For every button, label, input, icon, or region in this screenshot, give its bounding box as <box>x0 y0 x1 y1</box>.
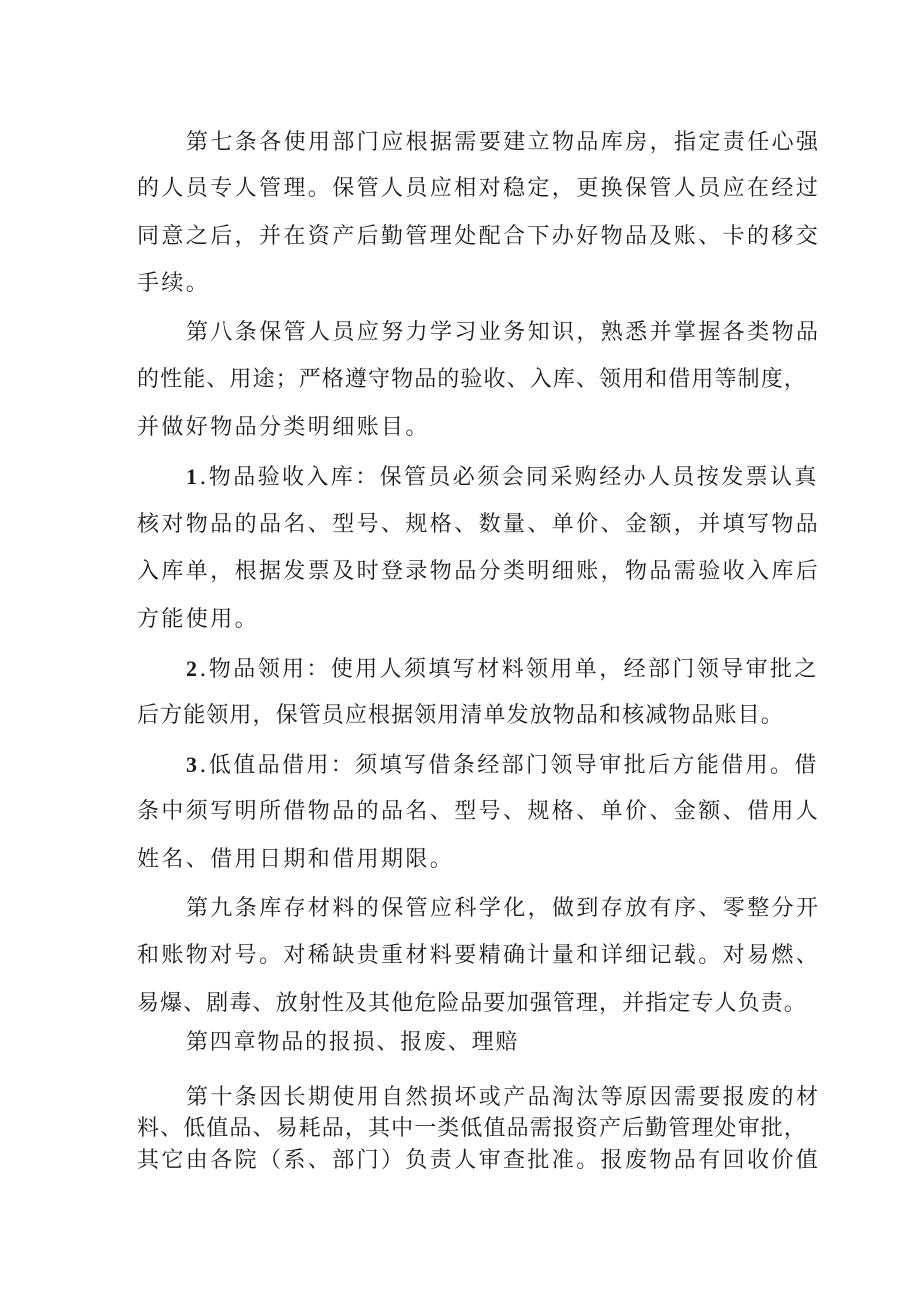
article8-line-3: 并做好物品分类明细账目。 <box>137 415 430 440</box>
item2-line-2: 后方能领用，保管员应根据领用清单发放物品和核减物品账目。 <box>137 703 784 728</box>
article7-line-2: 的人员专人管理。保管人员应相对稳定，更换保管人员应在经过 <box>137 176 821 201</box>
item1-number: 1 <box>186 464 200 489</box>
item3-number: 3 <box>186 752 200 777</box>
item2-text: .物品领用：使用人须填写材料领用单，经部门领导审批之 <box>199 657 819 682</box>
article7-line-3: 同意之后，并在资产后勤管理处配合下办好物品及账、卡的移交 <box>137 224 821 249</box>
item2-number: 2 <box>186 656 200 681</box>
article9-line-3: 易爆、剧毒、放射性及其他危险品要加强管理，并指定专人负责。 <box>137 991 807 1016</box>
article10-line-2: 料、低值品、易耗品，其中一类低值品需报资产后勤管理处审批， <box>137 1116 807 1141</box>
item3-text: .低值品借用：须填写借条经部门领导审批后方能借用。借 <box>199 753 819 778</box>
article9-line-1: 第九条库存材料的保管应科学化，做到存放有序、零整分开 <box>186 896 821 921</box>
item3-line-3: 姓名、借用日期和借用期限。 <box>137 847 455 872</box>
item3-line-1 <box>186 750 819 781</box>
item2-line-1 <box>186 654 819 685</box>
article9-line-2: 和账物对号。对稀缺贵重材料要精确计量和详细记载。对易燃、 <box>137 943 821 968</box>
article10-line-1: 第十条因长期使用自然损坏或产品淘汰等原因需要报废的材 <box>186 1085 821 1110</box>
article8-line-2: 的性能、用途；严格遵守物品的验收、入库、领用和借用等制度， <box>137 367 807 392</box>
article10-line-3: 其它由各院（系、部门）负责人审查批准。报废物品有回收价值 <box>137 1148 821 1173</box>
item1-line-2: 核对物品的品名、型号、规格、数量、单价、金额，并填写物品 <box>137 512 821 537</box>
item1-line-4: 方能使用。 <box>137 607 260 632</box>
article8-line-1: 第八条保管人员应努力学习业务知识，熟悉并掌握各类物品 <box>186 320 821 345</box>
article7-line-1: 第七条各使用部门应根据需要建立物品库房，指定责任心强 <box>186 130 821 155</box>
article7-line-4: 手续。 <box>137 271 211 296</box>
item1-line-3: 入库单，根据发票及时登录物品分类明细账，物品需验收入库后 <box>137 559 821 584</box>
item3-line-2: 条中须写明所借物品的品名、型号、规格、单价、金额、借用人 <box>137 799 821 824</box>
item1-line-1 <box>186 462 819 493</box>
chapter4-heading: 第四章物品的报损、报废、理赔 <box>186 1030 520 1055</box>
item1-text: .物品验收入库：保管员必须会同采购经办人员按发票认真 <box>199 465 819 490</box>
